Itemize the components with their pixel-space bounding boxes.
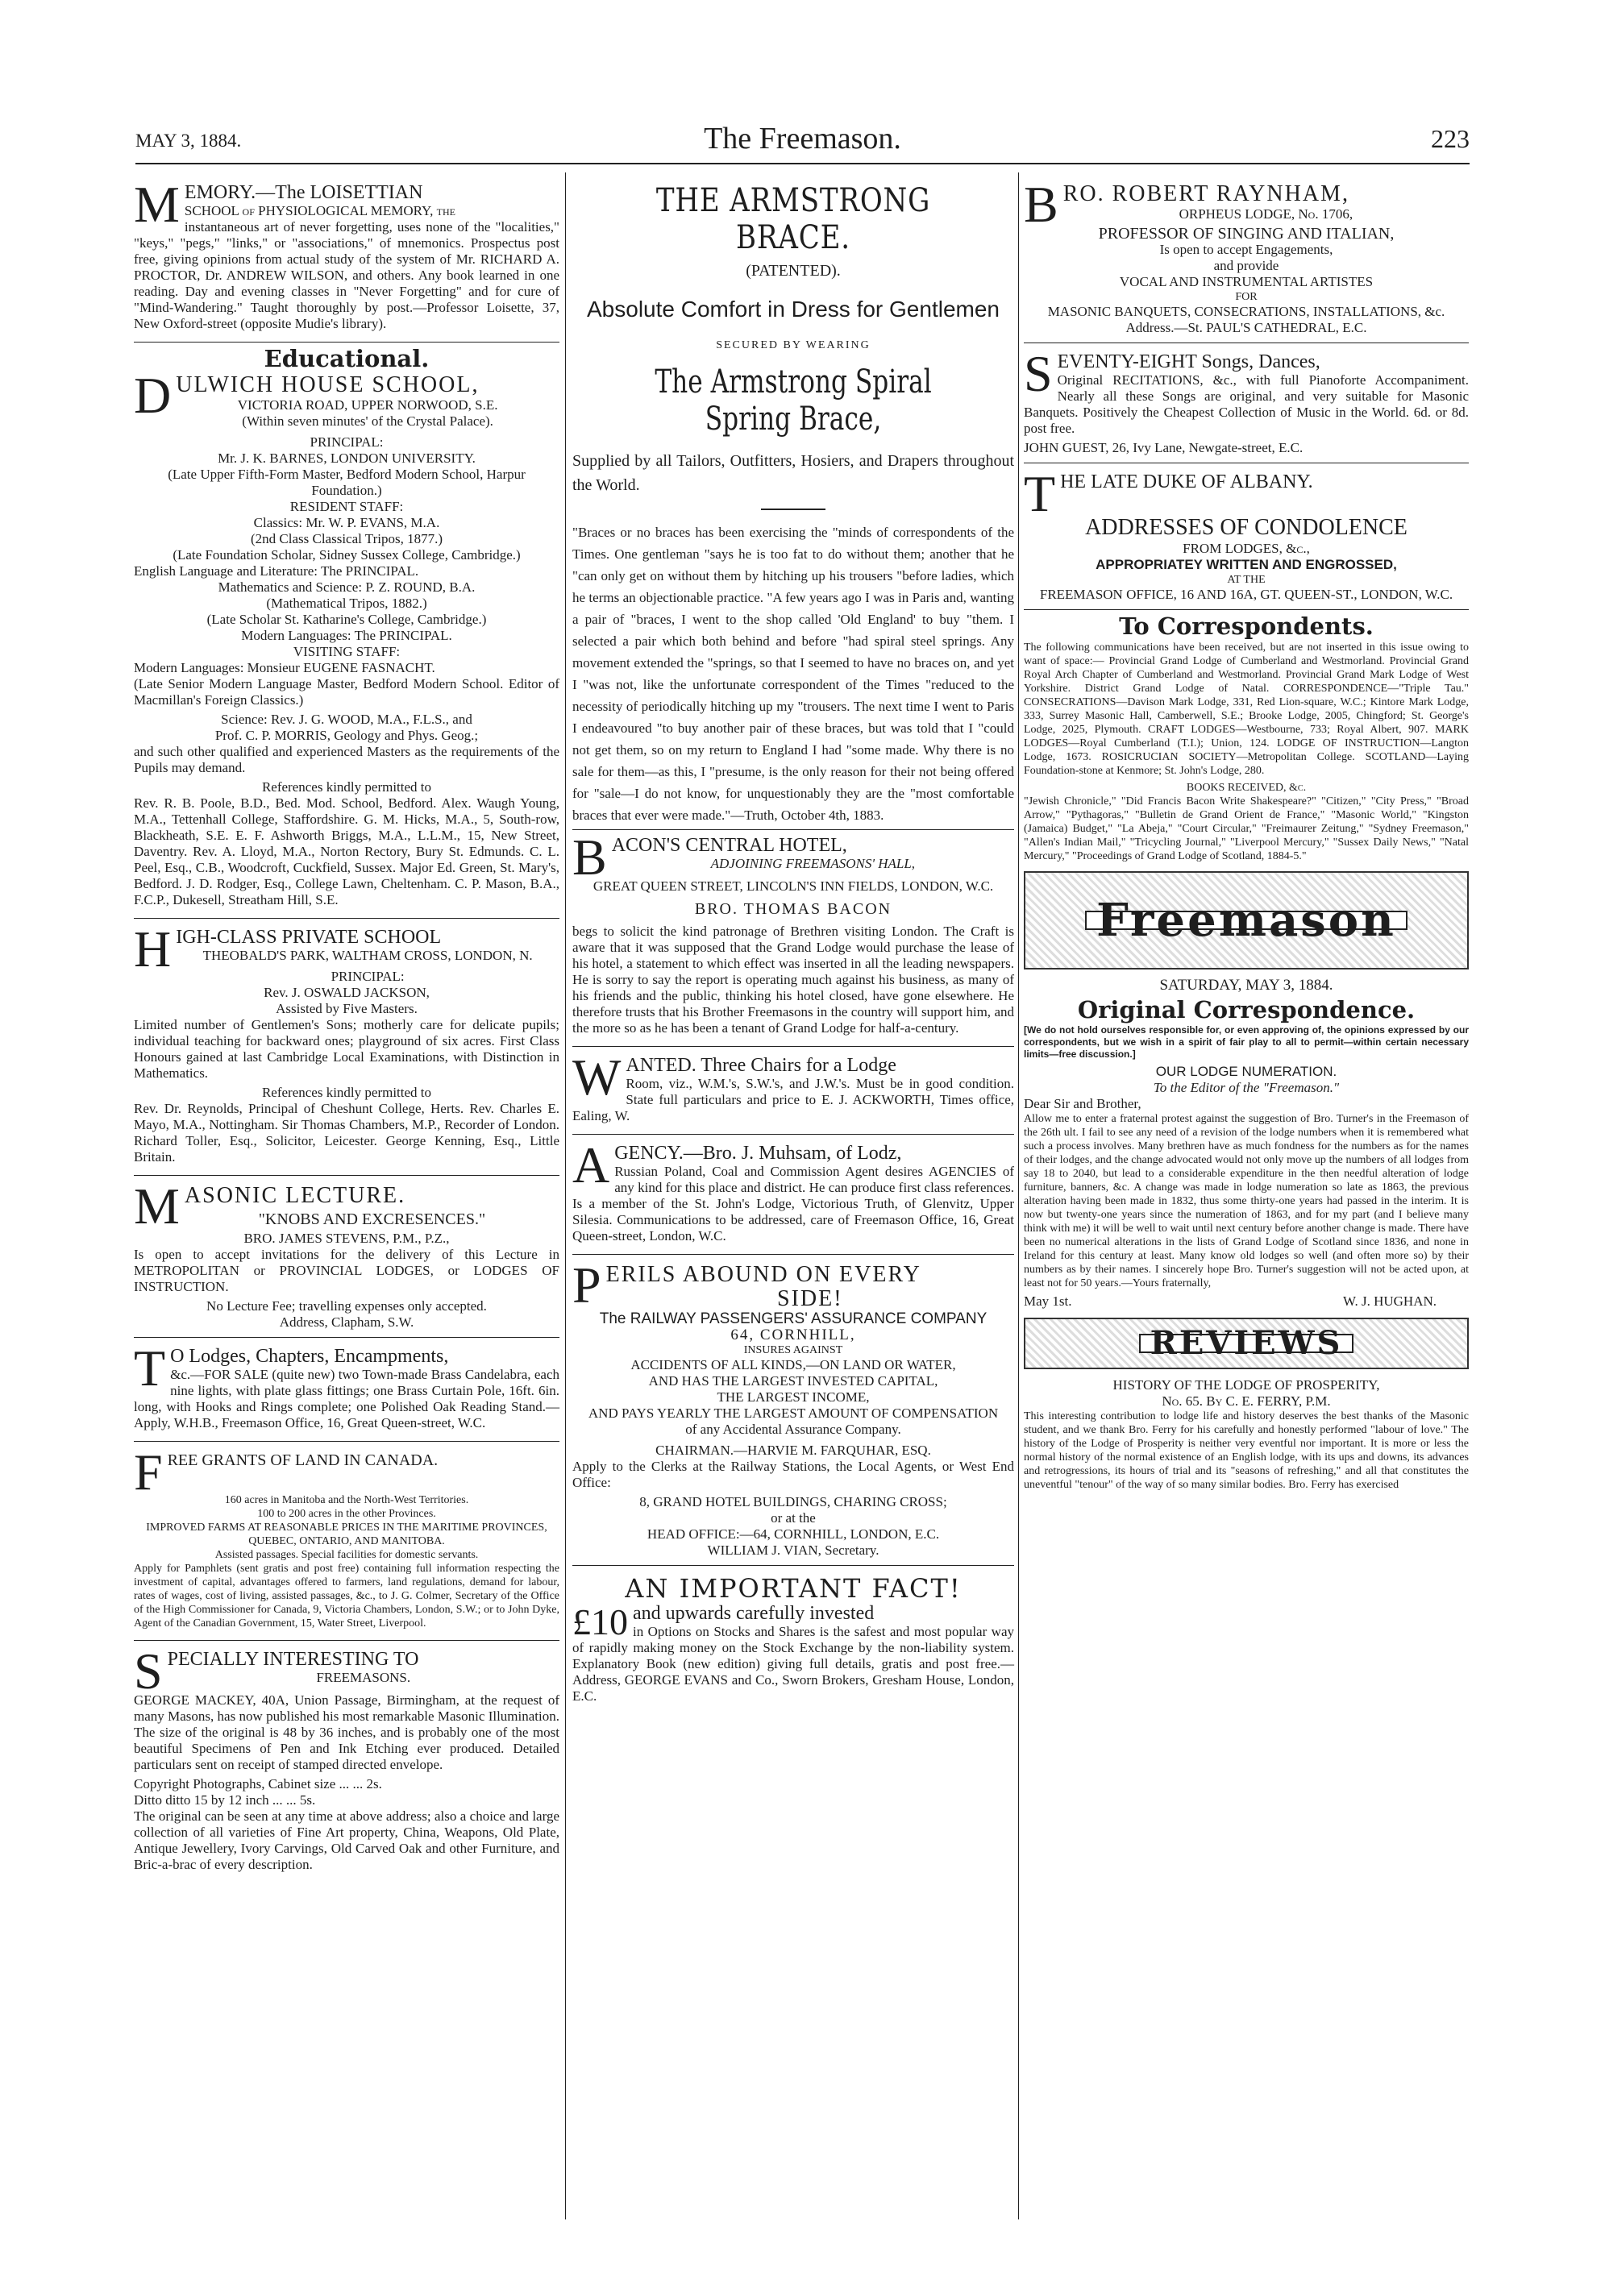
important-fact-ad: AN IMPORTANT FACT! £10 and upwards carefully invested in Options on Stocks and Shares is the safest and most popular way of rapidly making money on the Stock Exchange by the non-liability system. Explanatory Book (new edition) giving full details, gratis and post free.—Address, GEORGE EVANS and Co., Sworn Brokers, Gresham House, London, E.C. xyxy=(572,1573,1014,1704)
header-rule xyxy=(135,163,1470,164)
bacons-hotel-ad: B ACON'S CENTRAL HOTEL, ADJOINING FREEMASONS' HALL, GREAT QUEEN STREET, LINCOLN'S INN FIELDS, LONDON, W.C. BRO. THOMAS BACON begs to solicit the kind patronage of Brethren visiting London. The Craft is aware that it was supposed that the Grand Lodge would purchase the lease of his hotel, a statement to which effect was inserted in all the leading newspapers. He is sorry to say the report is operating much against his business, as many of his friends and the public, thinking his hotel closed, have gone elsewhere. He therefore trusts that his Brother Freemasons in the country will support him, and the more so as he has been a tenant of Grand Lodge for half-a-century. xyxy=(572,829,1014,1047)
issue-dateline: SATURDAY, MAY 3, 1884. xyxy=(1159,977,1333,994)
railway-assurance-ad: P ERILS ABOUND ON EVERY SIDE! The RAILWAY PASSENGERS' ASSURANCE COMPANY 64, CORNHILL, INSURES AGAINST ACCIDENTS OF ALL KINDS,—ON LAND OR WATER, AND HAS THE LARGEST INVESTED CAPITAL, THE LARGEST INCOME, AND PAYS YEARLY THE LARGEST AMOUNT OF COMPENSATION of any Accidental Assurance Company. CHAIRMAN.—HARVIE M. FARQUHAR, ESQ. Apply to the Clerks at the Railway Stations, the Local Agents, or West End Office: 8, GRAND HOTEL BUILDINGS, CHARING CROSS; or at the HEAD OFFICE:—64, CORNHILL, LONDON, E.C. WILLIAM J. VIAN, Secretary. xyxy=(572,1263,1014,1566)
masonic-lecture-ad: M ASONIC LECTURE. "KNOBS AND EXCRESENCES." BRO. JAMES STEVENS, P.M., P.Z., Is open to accept invitations for the delivery of this Lecture in METROPOLITAN or PROVINCIAL LODGES, or LODGES OF INSTRUCTION. No Lecture Fee; travelling expenses only accepted. Address, Clapham, S.W. xyxy=(134,1184,559,1338)
letter-body: Allow me to enter a fraternal protest against the suggestion of Bro. Turner's in the Freemason of the 26th ult. I fail to see any need of a revision of the lodge numbers when it is remembered what such a process involves. Many brethren have as much fondness for the numbers as for the names of their lodges, and the change advocated would not only move up the numbers of all lodges from say 18 to 2040, but lead to a considerable expenditure in the then needful alteration of lodge furniture, banners, &c. A change was made in lodge numeration so late as 1863, the previous alteration having been made in 1832, thus some thirty-one years had passed in the interim. It is now but twenty-one years since the numeration of 1863, and for my part (and I believe many think with me) it will be well to wait until next century before another change is made. There have been no numerical alterations in the lists of Grand Lodge of Scotland since 1836, and none in Ireland for this century at least. Many know old lodges so well (and often more so) by their numbers as by their names. I sincerely hope Bro. Turner's suggestion will not be acted upon, at least not for 50 years.—Yours fraternally, xyxy=(1024,1113,1469,1289)
specially-interesting-ad: S PECIALLY INTERESTING TO FREEMASONS. GEORGE MACKEY, 40A, Union Passage, Birmingham, at the request of many Masons, has now published his most remarkable Masonic Illumination. The size of the original is 48 by 36 inches, and is probably one of the most beautiful Specimens of Pen and Ink Etching ever produced. Detailed particulars sent on receipt of stamped directed envelope. Copyright Photographs, Cabinet size ... ... 2s. Ditto ditto 15 by 12 inch ... ... 5s. The original can be seen at any time at above address; also a choice and large collection of all varieties of Fine Art property, China, Weapons, Old Plate, Antique Jewellery, Ivory Carvings, Old Carved Oak and other Furniture, and Bric-a-brac of every description. xyxy=(134,1642,559,1872)
column-rule-1 xyxy=(565,172,566,2219)
canada-land-ad: F REE GRANTS OF LAND IN CANADA. 160 acres in Manitoba and the North-West Territories. 100 to 200 acres in the other Provinces. IMPROVED FARMS AT REASONABLE PRICES IN THE MARITIME PROVINCES, QUEBEC, ONTARIO, AND MANITOBA. Assisted passages. Special facilities for domestic servants. Apply for Pamphlets (sent gratis and post free) containing full information respecting the investment of capital, advantages offered to farmers, land regulations, demand for labour, rates of wages, cost of living, assisted passages, &c., to J. G. Colmer, Secretary of the Office of the High Commissioner for Canada, 9, Victoria Chambers, London, S.W.; or to John Dyke, Agent of the Canadian Government, 15, Water Street, Liverpool. xyxy=(134,1450,559,1641)
freemason-logo: Freemason xyxy=(1024,871,1469,969)
spiral-brace-title: The Armstrong Spiral Spring Brace, xyxy=(655,363,932,438)
original-correspondence-heading: Original Correspondence. xyxy=(1077,996,1416,1023)
highclass-school-ad: H IGH-CLASS PRIVATE SCHOOL THEOBALD'S PARK, WALTHAM CROSS, LONDON, N. PRINCIPAL: Rev. J. OSWALD JACKSON, Assisted by Five Masters. Limited number of Gentlemen's Sons; motherly care for delicate pupils; individual teaching for backward ones; playground of six acres. First Class Honours gained at last Cambridge Local Examinations, with Distinction in Mathematics. References kindly permitted to Rev. Dr. Reynolds, Principal of Cheshunt College, Herts. Rev. Charles E. Mayo, M.A., Nottingham. Sir Thomas Chambers, M.P., Recorder of London. Richard Toller, Esq., Solicitor, Leicester. George Kenning, Esq., Little Britain. xyxy=(134,927,559,1176)
column-rule-2 xyxy=(1018,172,1019,2219)
review-title: HISTORY OF THE LODGE OF PROSPERITY, xyxy=(1112,1377,1380,1393)
wanted-chairs-ad: W ANTED. Three Chairs for a Lodge Room, viz., W.M.'s, S.W.'s, and J.W.'s. Must be in good condition. State full particulars and price to E. J. ACKWORTH, Times office, Ealing, W. xyxy=(572,1055,1014,1135)
braces-testimonial: "Braces or no braces has been exercising the "minds of correspondents of the Times. One gentleman "says he is too fat to do without them; another that he "can only get on without them by hitching up his trousers "before ladies, which he terms an objectionable practice. "A few years ago I was in Paris and, wanting a pair of "braces, I went to the shop called 'Old England' to buy "them. I selected a pair which both behind and before "had spiral steel springs. Any movement extended the "springs, so that I seemed to have no braces on, and yet I "was not, like the unfortunate correspondent of the Times "reduced to the necessity of periodically hitching up my "trousers. The next time I went to Paris I endeavoured "to buy another pair of these braces, but was told that I "could not get them, so on my return to England I had "some made. Why there is no sale for them—as this, I "presume, is the only reason for their not being offered for "sale—I do not know, for unquestionably they are the "most comfortable braces that ever were made."—Truth, October 4th, 1883. xyxy=(572,525,1014,823)
correspondents-heading: To Correspondents. xyxy=(1119,612,1374,640)
raynham-ad: B RO. ROBERT RAYNHAM, ORPHEUS LODGE, No. 1706, PROFESSOR OF SINGING AND ITALIAN, Is open to accept Engagements, and provide VOCAL AND INSTRUMENTAL ARTISTES FOR MASONIC BANQUETS, CONSECRATIONS, INSTALLATIONS, &c. Address.—St. PAUL'S CATHEDRAL, E.C. xyxy=(1024,182,1469,343)
column-2: THE ARMSTRONG BRACE. (PATENTED). Absolute Comfort in Dress for Gentlemen SECURED BY WEARING The Armstrong Spiral Spring Brace, Supplied by all Tailors, Outfitters, Hosiers, and Drapers throughout the World. "Braces or no braces has been exercising the "minds of correspondents of the Times. One gentleman "says he is too fat to do without them; another that he "can only get on without them by hitching up his trousers "before ladies, which he terms an objectionable practice. "A few years ago I was in Paris and, wanting a pair of "braces, I went to the shop called 'Old England' to buy "them. I selected a pair which both behind and before "had spiral steel springs. Any movement extended the "springs, so that I seemed to have no braces on, and yet I "was not, like the unfortunate correspondent of the Times "reduced to the necessity of periodically hitching up my "trousers. The next time I went to Paris I endeavoured "to buy another pair of these braces, but was told that I "could not get them, so on my return to England I had "some made. Why there is no sale for them—as this, I "presume, is the only reason for their not being offered for "sale—I do not know, for unquestionably they are the "most comfortable braces that ever were made."—Truth, October 4th, 1883. B ACON'S CENTRAL HOTEL, ADJOINING FREEMASONS' HALL, GREAT QUEEN STREET, LINCOLN'S INN FIELDS, LONDON, W.C. BRO. THOMAS BACON begs to solicit the kind patronage of Brethren visiting London. The Craft is aware that it was supposed that the Grand Lodge would purchase the lease of his hotel, a statement to which effect was inserted in all the leading newspapers. He is sorry to say the report is operating much against his business, as many of his friends and the public, thinking his hotel closed, have gone elsewhere. He therefore trusts that his Brother Freemasons in the country will support him, and the more so as he has been a tenant of Grand Lodge for half-a-century. W ANTED. Three Chairs for a Lodge Room, viz., W.M.'s, S.W.'s, and J.W.'s. Must be in good condition. State full particulars and price to E. J. ACKWORTH, Times office, Ealing, W. A GENCY.—Bro. J. Muhsam, of Lodz, Russian Poland, Coal and Commission Agent desires AGENCIES of any kind for this place and district. He can produce first class references. Is a member of the St. John's Lodge, Victorious Truth, of Glenvitz, Upper Silesia. Communications to be addressed, care of Freemason Office, 16, Great Queen-street, London, W.C. P ERILS ABOUND ON EVERY SIDE! The RAILWAY PASSENGERS' ASSURANCE COMPANY 64, CORNHILL, INSURES AGAINST ACCIDENTS OF ALL KINDS,—ON LAND OR WATER, AND HAS THE LARGEST INVESTED CAPITAL, THE LARGEST INCOME, AND PAYS YEARLY THE LARGEST AMOUNT OF COMPENSATION of any Accidental Assurance Company. CHAIRMAN.—HARVIE M. FARQUHAR, ESQ. Apply to the Clerks at the Railway Stations, the Local Agents, or West End Office: 8, GRAND HOTEL BUILDINGS, CHARING CROSS; or at the HEAD OFFICE:—64, CORNHILL, LONDON, E.C. WILLIAM J. VIAN, Secretary. AN IMPORTANT FACT! £10 and upwards carefully invested in Options on Stocks and Shares is the safest and most popular way of rapidly making money on the Stock Exchange by the non-liability system. Explanatory Book (new edition) giving full details, gratis and post free.—Address, GEORGE EVANS and Co., Sworn Brokers, Gresham House, London, E.C. xyxy=(572,182,1014,1704)
column-3: B RO. ROBERT RAYNHAM, ORPHEUS LODGE, No. 1706, PROFESSOR OF SINGING AND ITALIAN, Is open to accept Engagements, and provide VOCAL AND INSTRUMENTAL ARTISTES FOR MASONIC BANQUETS, CONSECRATIONS, INSTALLATIONS, &c. Address.—St. PAUL'S CATHEDRAL, E.C. S EVENTY-EIGHT Songs, Dances, Original RECITATIONS, &c., with full Pianoforte Accompaniment. Nearly all these Songs are original, and very suitable for Masonic Banquets. Positively the Cheapest Collection of Music in the World. 6d. or 8d. post free. JOHN GUEST, 26, Ivy Lane, Newgate-street, E.C. T HE LATE DUKE OF ALBANY. ADDRESSES OF CONDOLENCE FROM LODGES, &c., APPROPRIATEY WRITTEN AND ENGROSSED, AT THE FREEMASON OFFICE, 16 AND 16A, GT. QUEEN-ST., LONDON, W.C. To Correspondents. The following communications have been received, but are not inserted in this issue owing to want of space:— Provincial Grand Lodge of Cumberland and Westmorland. Provincial Grand Royal Arch Chapter of Cumberland and Westmorland. Provincial Grand Mark Lodge of West Yorkshire. District Grand Lodge of Natal. CORRESPONDENCE—"Triple Tau." CONSECRATIONS—Davison Mark Lodge, 331, Red Lion-square, W.C.; Kintore Mark Lodge, 333, Surrey Masonic Hall, Camberwell, S.E.; Brooke Lodge, 2005, Chingford; St. George's Lodge, 2025, Plymouth. CRAFT LODGES—Westbourne, 733; Royal Albert, 907. MARK LODGES—Royal Cumberland (T.I.); Union, 124. LODGE OF INSTRUCTION—Langton Lodge, 1673. ROSICRUCIAN SOCIETY—Metropolitan College. SCOTLAND—Laying Foundation-stone at Kenmore; St. John's Lodge, 280. BOOKS RECEIVED, &c. "Jewish Chronicle," "Did Francis Bacon Write Shakespeare?" "Citizen," "City Press," "Broad Arrow," "Pythagoras," "Bulletin de Grand Orient de France," "Masonic World," "Kingston (Jamaica) Budget," "La Abeja," "Court Circular," "Freimaurer Zeitung," "Sydney Freemason," "Allen's Indian Mail," "Tricycling Journal," "Liverpool Mercury," "Sussex Daily News," "Natal Mercury," "Proceedings of Grand Lodge of Scotland, 1884-5." Freemason SATURDAY, MAY 3, 1884. Original Correspondence. [We do not hold ourselves responsible for, or even approving of, the opinions expressed by our correspondents, but we wish in a spirit of fair play to all to permit—within certain necessary limits—free discussion.] OUR LODGE NUMERATION. To the Editor of the "Freemason." Dear Sir and Brother, Allow me to enter a fraternal protest against the suggestion of Bro. Turner's in the Freemason of the 26th ult. I fail to see any need of a revision of the lodge numbers when it is remembered what such a process involves. Many brethren have as much fondness for the numbers as for the names of their lodges, and the change advocated would not only move up the numbers of all lodges from say 18 to 2040, but lead to a considerable expenditure in the then needful alteration of lodge furniture, banners, &c. A change was made in lodge numeration so late as 1863, the previous alteration having been made in 1832, thus some thirty-one years had passed in the interim. It is now but twenty-one years since the numeration of 1863, and for my part (and I believe many think with me) it will be well to wait until next century before another change is made. There have been no numerical alterations in the lists of Grand Lodge of Scotland since 1836, and none in Ireland for this century at least. Many know old lodges so well (and often more so) by their numbers as by their names. I sincerely hope Bro. Turner's suggestion will not be acted upon, at least not for 50 years.—Yours fraternally, May 1st. W. J. HUGHAN. REVIEWS HISTORY OF THE LODGE OF PROSPERITY, No. 65. By C. E. FERRY, P.M. This interesting contribution to lodge life and history deserves the best thanks of the Masonic student, and we thank Bro. Ferry for his carefully and honestly performed "labour of love." The history of the Lodge of Prosperity is neither very eventful nor important. It is more or less the normal history of the normal existence of an English lodge, with its ups and downs, its advances and retrogressions, its hours of trial and its "seasons of refreshing," and all that constitutes the uneventful "tenour" of the way of so many similar bodies. Bro. Ferry has exercised xyxy=(1024,176,1469,1491)
page-number: 223 xyxy=(1431,124,1470,153)
armstrong-brace-title: THE ARMSTRONG BRACE. xyxy=(655,182,931,256)
correspondents-notice: The following communications have been received, but are not inserted in this issue owing to want of space:— Provincial Grand Lodge of Cumberland and Westmorland. Provincial Grand Royal Arch Chapter of Cumberland and Westmorland. Provincial Grand Mark Lodge of West Yorkshire. District Grand Lodge of Natal. CORRESPONDENCE—"Triple Tau." CONSECRATIONS—Davison Mark Lodge, 331, Red Lion-square, W.C.; Kintore Mark Lodge, 333, Surrey Masonic Hall, Camberwell, S.E.; Brooke Lodge, 2005, Chingford; St. George's Lodge, 2025, Plymouth. CRAFT LODGES—Westbourne, 733; Royal Albert, 907. MARK LODGES—Royal Cumberland (T.I.); Union, 124. LODGE OF INSTRUCTION—Langton Lodge, 1673. ROSICRUCIAN SOCIETY—Metropolitan College. SCOTLAND—Laying Foundation-stone at Kenmore; St. John's Lodge, 280. xyxy=(1024,641,1469,777)
dulwich-ad: D ULWICH HOUSE SCHOOL, VICTORIA ROAD, UPPER NORWOOD, S.E. (Within seven minutes' of the Crystal Palace). PRINCIPAL: Mr. J. K. BARNES, LONDON UNIVERSITY. (Late Upper Fifth-Form Master, Bedford Modern School, Harpur Foundation.) RESIDENT STAFF: Classics: Mr. W. P. EVANS, M.A. (2nd Class Classical Tripos, 1877.) (Late Foundation Scholar, Sidney Sussex College, Cambridge.) English Language and Literature: The PRINCIPAL. Mathematics and Science: P. Z. ROUND, B.A. (Mathematical Tripos, 1882.) (Late Scholar St. Katharine's College, Cambridge.) Modern Languages: The PRINCIPAL. VISITING STAFF: Modern Languages: Monsieur EUGENE FASNACHT. (Late Senior Modern Language Master, Bedford Modern School. Editor of Macmillan's Foreign Classics.) Science: Rev. J. G. WOOD, M.A., F.L.S., and Prof. C. P. MORRIS, Geology and Phys. Geog.; and such other qualified and experienced Masters as the requirements of the Pupils may demand. References kindly permitted to Rev. R. B. Poole, B.D., Bed. Mod. School, Bedford. Alex. Waugh Young, M.A., Tettenhall College, Staffordshire. G. M. Hicks, M.A., 5, South-row, Blackheath, S.E. E. F. Ashworth Briggs, M.A., L.L.M., 15, New Street, Daventry. Rev. A. Lloyd, M.A., Norton Rectory, Bury St. Edmunds. C. L. Peel, Esq., C.B., Woodcroft, Cuckfield, Sussex. Major Ed. Green, St. Mary's, Bedford. J. D. Rodger, Esq., College Lawn, Cheltenham. C. P. Mason, B.A., F.C.P., Dukesell, Streatham Hill, S.E. xyxy=(134,373,559,919)
masthead-title: The Freemason. xyxy=(704,122,901,156)
letter-signature: May 1st. W. J. HUGHAN. xyxy=(1024,1293,1437,1309)
educational-heading: Educational. xyxy=(264,345,430,372)
column-1 xyxy=(134,176,559,1876)
lodges-for-sale-ad: T O Lodges, Chapters, Encampments, &c.—FOR SALE (quite new) two Town-made Brass Candelabra, each nine lights, with plate glass fittings; one Brass Curtain Pole, 16ft. 6in. long, with Hooks and Rings complete; one Polished Oak Reading Stand.—Apply, W.H.B., Freemason Office, 16, Great Queen-street, W.C. xyxy=(134,1346,559,1442)
books-received: "Jewish Chronicle," "Did Francis Bacon Write Shakespeare?" "Citizen," "City Press," "Broad Arrow," "Pythagoras," "Bulletin de Grand Orient de France," "Masonic World," "Kingston (Jamaica) Budget," "La Abeja," "Court Circular," "Freimaurer Zeitung," "Sydney Freemason," "Allen's Indian Mail," "Tricycling Journal," "Liverpool Mercury," "Sussex Daily News," "Natal Mercury," "Proceedings of Grand Lodge of Scotland, 1884-5." xyxy=(1024,795,1469,862)
duke-of-albany-ad: T HE LATE DUKE OF ALBANY. ADDRESSES OF CONDOLENCE FROM LODGES, &c., APPROPRIATEY WRITTEN AND ENGROSSED, AT THE FREEMASON OFFICE, 16 AND 16A, GT. QUEEN-ST., LONDON, W.C. xyxy=(1024,471,1469,610)
songs-ad: S EVENTY-EIGHT Songs, Dances, Original RECITATIONS, &c., with full Pianoforte Accompaniment. Nearly all these Songs are original, and very suitable for Masonic Banquets. Positively the Cheapest Collection of Music in the World. 6d. or 8d. post free. JOHN GUEST, 26, Ivy Lane, Newgate-street, E.C. xyxy=(1024,351,1469,463)
review-body: This interesting contribution to lodge life and history deserves the best thanks of the Masonic student, and we thank Bro. Ferry for his carefully and honestly performed "labour of love." The history of the Lodge of Prosperity is neither very eventful nor important. It is more or less the normal history of the normal existence of an English lodge, with its ups and downs, its advances and retrogressions, its hours of trial and its "seasons of refreshing," and all that constitutes the uneventful "tenour" of the way of so many similar bodies. Bro. Ferry has exercised xyxy=(1024,1410,1469,1491)
memory-ad: M EMORY.—The LOISETTIAN SCHOOL of PHYSIOLOGICAL MEMORY, the instantaneous art of never forgetting, uses none of the "localities," "keys," "pegs," "links," or "associations," of mnemonics. Prospectus post free, giving opinions from actual study of the system of Mr. RICHARD A. PROCTOR, Dr. ANDREW WILSON, and others. Any book learned in one reading. Day and evening classes in "Never Forgetting" and for cure of "Mind-Wandering." Taught thoroughly by post.—Professor Loisette, 37, New Oxford-street (opposite Mudie's library). xyxy=(134,182,559,343)
reviews-banner: REVIEWS xyxy=(1024,1318,1469,1369)
issue-date: MAY 3, 1884. xyxy=(135,131,242,151)
agency-ad: A GENCY.—Bro. J. Muhsam, of Lodz, Russian Poland, Coal and Commission Agent desires AGENCIES of any kind for this place and district. He can produce first class references. Is a member of the St. John's Lodge, Victorious Truth, of Glenvitz, Upper Silesia. Communications to be addressed, care of Freemason Office, 16, Great Queen-street, London, W.C. xyxy=(572,1143,1014,1255)
letter-title: OUR LODGE NUMERATION. xyxy=(1155,1064,1337,1079)
page-header xyxy=(135,121,1470,156)
